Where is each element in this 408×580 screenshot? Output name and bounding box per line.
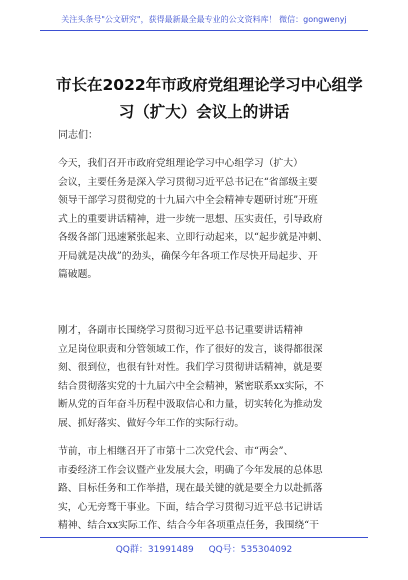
footer-qq: QQ号：535304092	[208, 545, 293, 555]
greeting: 同志们：	[58, 130, 98, 141]
paragraph-line: 路、目标任务和工作举措，现在最关键的就是要全力以赴抓落	[58, 483, 323, 494]
paragraph	[58, 443, 358, 536]
paragraph-line: 刚才，各副市长围绕学习贯彻习近平总书记重要讲话精神	[58, 325, 303, 336]
paragraph-line: 展、抓好落实、做好今年工作的实际行动。	[58, 417, 245, 429]
paragraph-line: 结合贯彻落实党的十九届六中全会精神，紧密联系xx实际，不	[58, 380, 324, 392]
footer-contact	[40, 542, 368, 555]
paragraph-line: 开局就是决战”的劲头，确保今年各项工作尽快开局起步、开	[58, 250, 318, 262]
paragraph-line: 刻、很到位，也很有针对性。我们学习贯彻讲话精神，就是要	[58, 362, 323, 373]
paragraph-line: 篇破题。	[58, 269, 98, 280]
title-line: 习（扩大）会议上的讲话	[118, 103, 290, 121]
paragraph-line: 立足岗位职责和分管领域工作，作了很好的发言，谈得都很深	[58, 343, 323, 355]
paragraph-line: 实，心无旁骛干事业。下面，结合学习贯彻习近平总书记讲话	[58, 501, 323, 513]
paragraph	[58, 155, 358, 285]
footer-divider	[40, 537, 368, 538]
paragraph-line: 式上的重要讲话精神，进一步统一思想、压实责任，引导政府	[58, 213, 323, 225]
paragraph-line: 各级各部门迅速紧张起来、立即行动起来，以“起步就是冲刺、	[58, 232, 328, 243]
document-title	[56, 72, 363, 126]
paragraph-line: 领导干部学习贯彻党的十九届六中全会精神专题研讨班”开班	[58, 195, 318, 206]
header-divider	[40, 30, 368, 31]
paragraph-line: 市委经济工作会议暨产业发展大会，明确了今年发展的总体思	[58, 464, 323, 476]
paragraph	[58, 322, 358, 433]
paragraph-line: 精神、结合xx实际工作、结合今年各项重点任务，我围绕“干	[58, 520, 319, 531]
paragraph-line: 断从党的百年奋斗历程中汲取信心和力量，切实转化为推动发	[58, 399, 323, 410]
title-line: 市长在2022年市政府党组理论学习中心组学	[56, 76, 363, 94]
paragraph-line: 会议，主要任务是深入学习贯彻习近平总书记在“省部级主要	[58, 176, 318, 188]
paragraph-line: 今天，我们召开市政府党组理论学习中心组学习（扩大）	[58, 158, 303, 169]
paragraph-line: 节前，市上相继召开了市第十二次党代会、市“两会”、	[58, 446, 294, 457]
footer-qq-group: QQ群：31991489	[115, 545, 194, 555]
header-promo-note: 关注头条号"公文研究"，获得最新最全最专业的公文资料库！ 微信：gongwenyj	[61, 15, 347, 24]
